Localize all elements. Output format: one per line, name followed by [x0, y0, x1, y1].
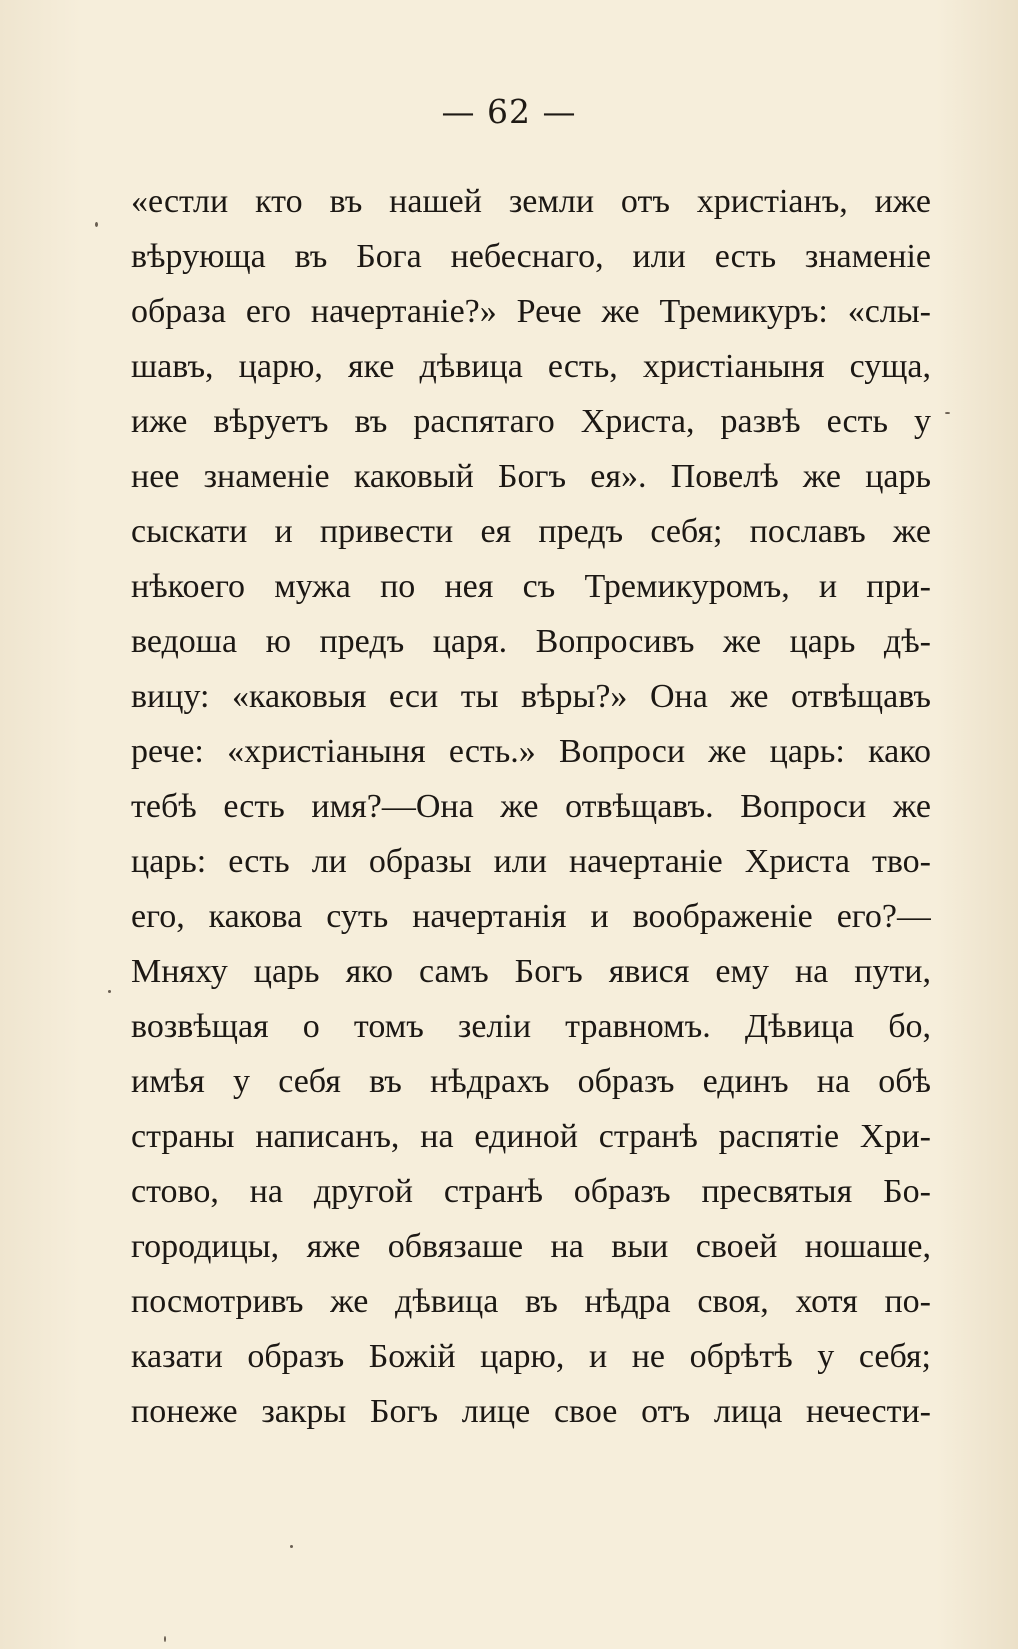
text-line: нѣкоего мужа по нея съ Тремикуромъ, и при- — [131, 568, 931, 605]
text-line: городицы, яже обвязаше на выи своей ношаше, — [131, 1228, 931, 1265]
text-line: рече: «христіаныня есть.» Вопроси же царь: како — [131, 733, 931, 770]
paper-speck — [108, 990, 111, 993]
text-line: «естли кто въ нашей земли отъ христіанъ, иже — [131, 183, 931, 220]
text-line: вѣрующа въ Бога небеснаго, или есть знаменіе — [131, 238, 931, 275]
text-line: его, какова суть начертанія и воображеніе его?— — [131, 898, 931, 935]
paper-speck — [164, 1636, 166, 1642]
text-line: возвѣщая о томъ зеліи травномъ. Дѣвица бо, — [131, 1008, 931, 1045]
text-line: имѣя у себя въ нѣдрахъ образъ единъ на обѣ — [131, 1063, 931, 1100]
text-line: посмотривъ же дѣвица въ нѣдра своя, хотя по- — [131, 1283, 931, 1320]
paper-speck — [945, 412, 950, 414]
text-line: стово, на другой странѣ образъ пресвятыя Бо- — [131, 1173, 931, 1210]
text-line: ведоша ю предъ царя. Вопросивъ же царь дѣ- — [131, 623, 931, 660]
text-line: вицу: «каковыя еси ты вѣры?» Она же отвѣщавъ — [131, 678, 931, 715]
text-line: страны написанъ, на единой странѣ распятіе Хри- — [131, 1118, 931, 1155]
text-line: сыскати и привести ея предъ себя; пославъ же — [131, 513, 931, 550]
text-line: Мняху царь яко самъ Богъ явися ему на пути, — [131, 953, 931, 990]
page-number: — 62 — — [441, 92, 577, 131]
body-text — [131, 174, 931, 1439]
text-line: шавъ, царю, яке дѣвица есть, христіаныня суща, — [131, 348, 931, 385]
text-line: царь: есть ли образы или начертаніе Христа тво- — [131, 843, 931, 880]
text-line: образа его начертаніе?» Рече же Тремикуръ: «слы- — [131, 293, 931, 330]
text-line: иже вѣруетъ въ распятаго Христа, развѣ есть у — [131, 403, 931, 440]
text-line: нее знаменіе каковый Богъ ея». Повелѣ же царь — [131, 458, 931, 495]
paper-speck — [290, 1545, 293, 1548]
paper-speck — [95, 222, 98, 227]
text-line: тебѣ есть имя?—Она же отвѣщавъ. Вопроси же — [131, 788, 931, 825]
text-line: понеже закры Богъ лице свое отъ лица нечести- — [131, 1393, 931, 1430]
text-line: казати образъ Божій царю, и не обрѣтѣ у себя; — [131, 1338, 931, 1375]
